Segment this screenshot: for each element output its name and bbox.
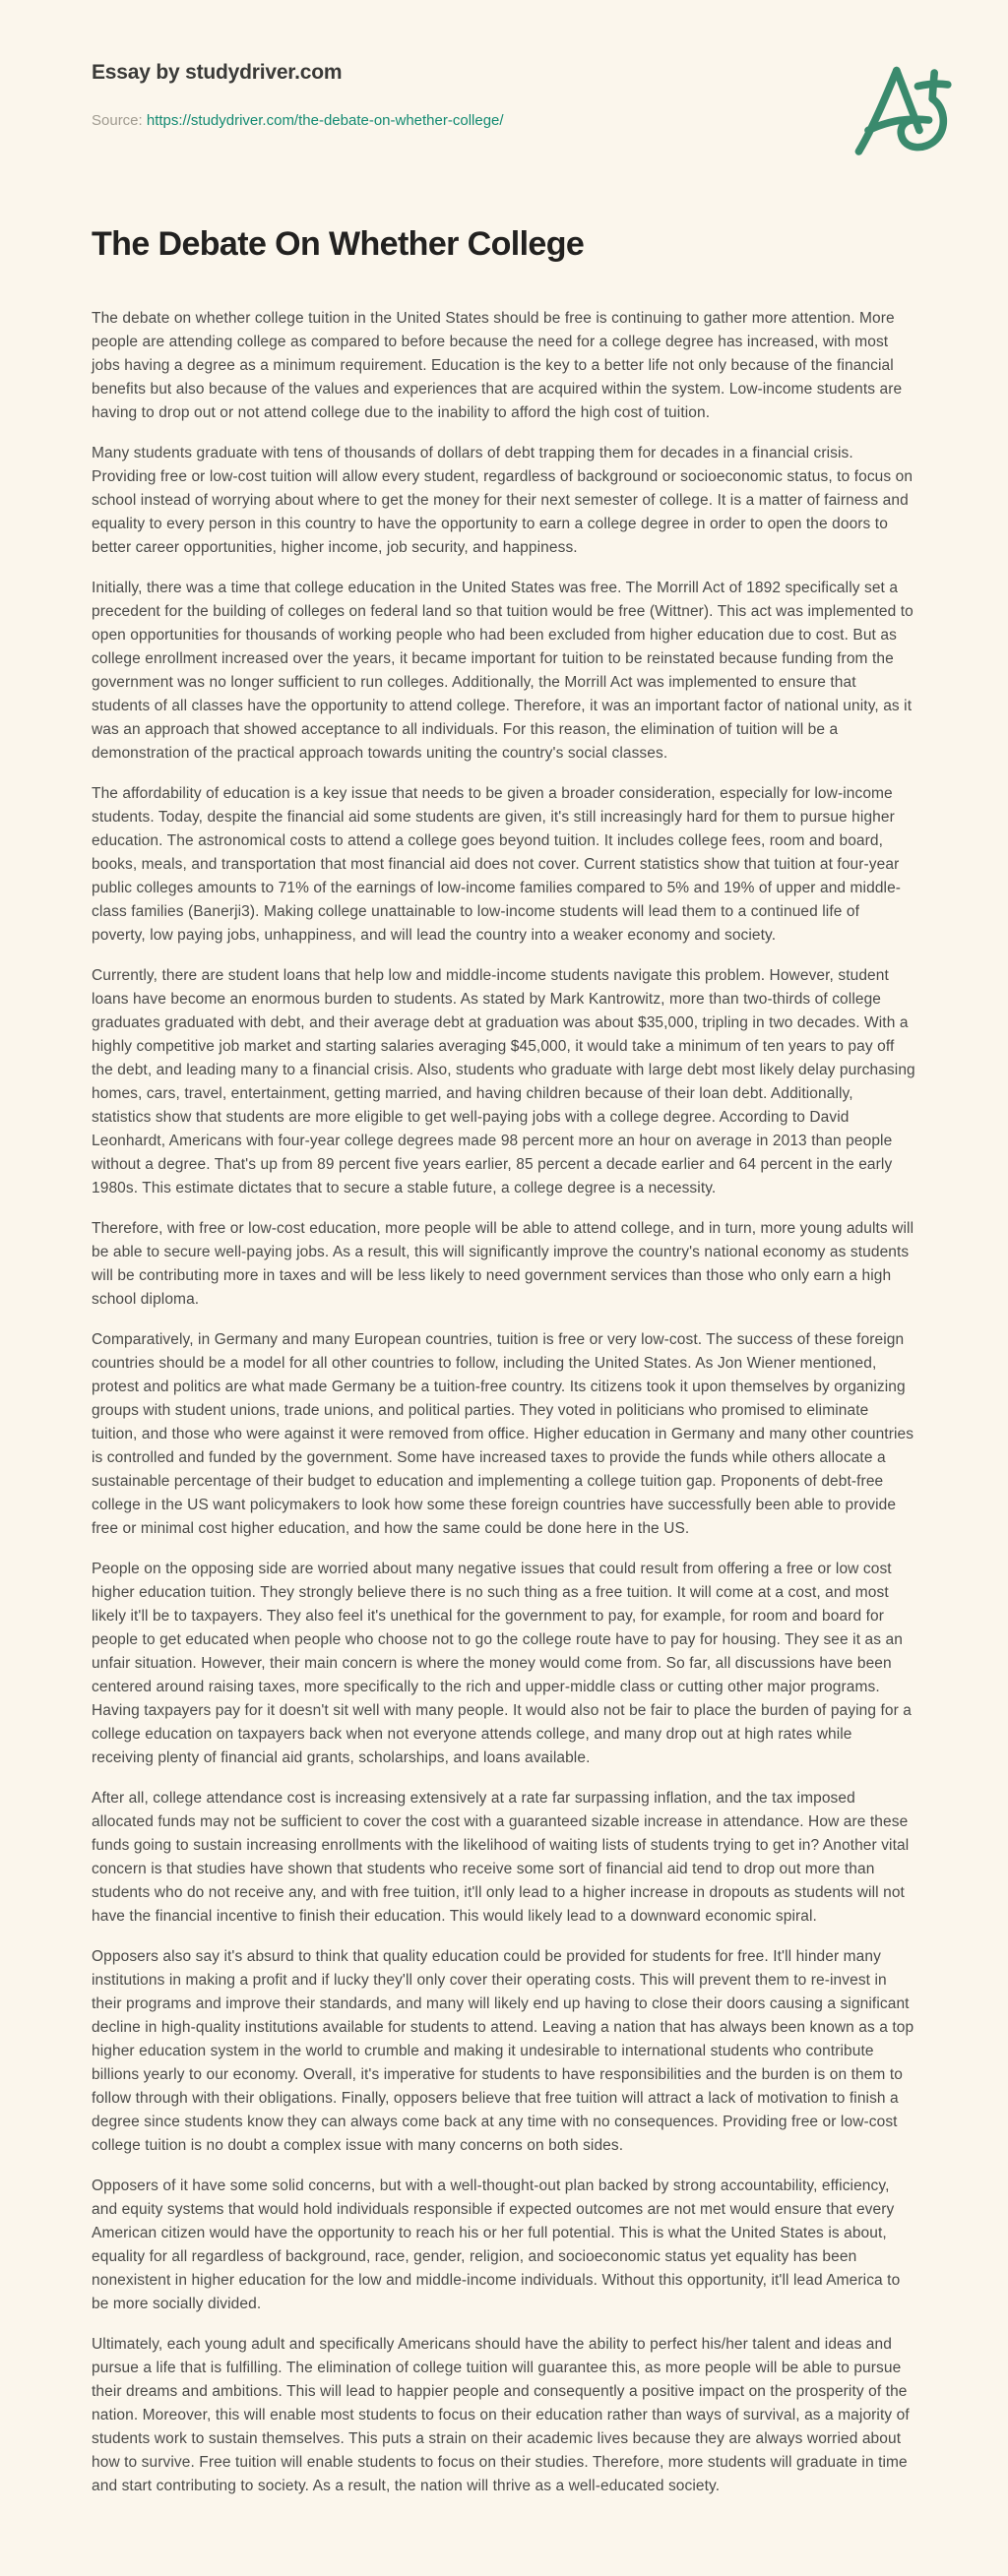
source-row: [92, 112, 916, 129]
a-plus-icon: [850, 57, 957, 167]
essay-paragraph: Opposers of it have some solid concerns, but with a well-thought-out plan backed by strong accountability, efficiency, and equity systems that would hold individuals responsible if expected outcomes are not met would ensure that every American citizen would have the opportunity to reach his or her full potential. This is what the United States is about, equality for all regardless of background, race, gender, religion, and socioeconomic status yet equality has been nonexistent in higher education for the low and middle-income individuals. Without this opportunity, it'll lead America to be more socially divided.: [92, 2177, 901, 2312]
source-link[interactable]: https://studydriver.com/the-debate-on-whether-college/: [146, 112, 504, 129]
essay-paragraph: Therefore, with free or low-cost education, more people will be able to attend college, and in turn, more young adults will be able to secure well-paying jobs. As a result, this will significantly improve the country's national economy as students will be contributing more in taxes and will be less likely to need government services than those who only earn a high school diploma.: [92, 1220, 914, 1308]
essay-paragraph: Opposers also say it's absurd to think that quality education could be provided for students for free. It'll hinder many institutions in making a profit and if lucky they'll only cover their operating costs. This will prevent them to re-invest in their programs and improve their standards, and many will likely end up having to close their doors causing a significant decline in high-quality institutions available for students to attend. Leaving a nation that has always been known as a top higher education system in the world to crumble and making it undesirable to international students who contribute billions yearly to our economy. Overall, it's imperative for students to have responsibilities and the burden is on them to follow through with their obligations. Finally, opposers believe that free tuition will attract a lack of motivation to finish a degree since students know they can always come back at any time with no consequences. Providing free or low-cost college tuition is no doubt a complex issue with many concerns on both sides.: [92, 1948, 914, 2154]
essay-paragraph: Initially, there was a time that college education in the United States was free. The Morrill Act of 1892 specifically set a precedent for the building of colleges on federal land so that tuition would be free (Wittner). This act was implemented to open opportunities for thousands of working people who had been excluded from higher education due to cost. But as college enrollment increased over the years, it became important for tuition to be reinstated because funding from the government was no longer sufficient to run colleges. Additionally, the Morrill Act was implemented to ensure that students of all classes have the opportunity to attend college. Therefore, it was an important factor of national unity, as it was an approach that showed acceptance to all individuals. For this reason, the elimination of tuition will be a demonstration of the practical approach towards uniting the country's social classes.: [92, 580, 914, 762]
studydriver-a-plus-logo: [850, 57, 957, 167]
source-label: Source:: [92, 112, 143, 129]
essay-paragraph: Many students graduate with tens of thousands of dollars of debt trapping them for decades in a financial crisis. Providing free or low-cost tuition will allow every student, regardless of background or socioeconomic status, to focus on school instead of worrying about where to get the money for their next semester of college. It is a matter of fairness and equality to every person in this country to have the opportunity to earn a college degree in order to open the doors to better career opportunities, higher income, job security, and happiness.: [92, 445, 914, 556]
essay-paragraph: Currently, there are student loans that help low and middle-income students navigate this problem. However, student loans have become an enormous burden to students. As stated by Mark Kantrowitz, more than two-thirds of college graduates graduated with debt, and their average debt at graduation was about $35,000, tripling in two decades. With a highly competitive job market and starting salaries averaging $45,000, it would take a minimum of ten years to pay off the debt, and leading many to a financial crisis. Also, students who graduate with large debt most likely delay purchasing homes, cars, travel, entertainment, getting married, and having children because of their loan debt. Additionally, statistics show that students are more eligible to get well-paying jobs with a college degree. According to David Leonhardt, Americans with four-year college degrees made 98 percent more an hour on average in 2013 than people without a degree. That's up from 89 percent five years earlier, 85 percent a decade earlier and 64 percent in the early 1980s. This estimate dictates that to secure a stable future, a college degree is a necessity.: [92, 967, 915, 1196]
essay-byline: Essay by studydriver.com: [92, 61, 343, 84]
essay-paragraph: Ultimately, each young adult and specifically Americans should have the ability to perfect his/her talent and ideas and pursue a life that is fulfilling. The elimination of college tuition will guarantee this, as more people will be able to pursue their dreams and ambitions. This will lead to happier people and consequently a positive impact on the prosperity of the nation. Moreover, this will enable most students to focus on their education rather than ways of survival, as a majority of students work to sustain themselves. This puts a strain on their academic lives because they are always worried about how to survive. Free tuition will enable students to focus on their studies. Therefore, more students will graduate in time and start contributing to society. As a result, the nation will thrive as a well-educated society.: [92, 2336, 910, 2494]
essay-paragraph: The affordability of education is a key issue that needs to be given a broader consideration, especially for low-income students. Today, despite the financial aid some students are given, it's still increasingly hard for them to pursue higher education. The astronomical costs to attend a college goes beyond tuition. It includes college fees, room and board, books, meals, and transportation that most financial aid does not cover. Current statistics show that tuition at four-year public colleges amounts to 71% of the earnings of low-income families compared to 5% and 19% of upper and middle-class families (Banerji3). Making college unattainable to low-income students will lead them to a continued life of poverty, low paying jobs, unhappiness, and will lead the country into a weaker economy and society.: [92, 785, 902, 944]
essay-paragraph: Comparatively, in Germany and many European countries, tuition is free or very low-cost. The success of these foreign countries should be a model for all other countries to follow, including the United States. As Jon Wiener mentioned, protest and politics are what made Germany be a tuition-free country. Its citizens took it upon themselves by organizing groups with student unions, trade unions, and political parties. They voted in politicians who promised to eliminate tuition, and those who were against it were removed from office. Higher education in Germany and many other countries is controlled and funded by the government. Some have increased taxes to provide the funds while others allocate a sustainable percentage of their budget to education and implementing a college tuition gap. Proponents of debt-free college in the US want policymakers to look how some these foreign countries have successfully been able to provide free or minimal cost higher education, and how the same could be done here in the US.: [92, 1331, 914, 1537]
essay-paragraph: After all, college attendance cost is increasing extensively at a rate far surpassing inflation, and the tax imposed allocated funds may not be sufficient to cover the cost with a guaranteed sizable increase in attendance. How are these funds going to sustain increasing enrollments with the likelihood of waiting lists of students trying to get in? Another vital concern is that studies have shown that students who receive some sort of financial aid tend to drop out more than students who do not receive any, and with free tuition, it'll only lead to a higher increase in dropouts as students will not have the financial incentive to finish their education. This would likely lead to a downward economic spiral.: [92, 1790, 910, 1925]
essay-paragraph: The debate on whether college tuition in the United States should be free is continuing to gather more attention. More people are attending college as compared to before because the need for a college degree has increased, with most jobs having a degree as a minimum requirement. Education is the key to a better life not only because of the financial benefits but also because of the values and experiences that are acquired within the system. Low-income students are having to drop out or not attend college due to the inability to afford the high cost of tuition.: [92, 310, 903, 421]
essay-body: [92, 307, 916, 2545]
page-title: The Debate On Whether College: [92, 225, 585, 263]
document-content: [92, 61, 916, 2545]
essay-paragraph: People on the opposing side are worried about many negative issues that could result from offering a free or low cost higher education tuition. They strongly believe there is no such thing as a free tuition. It will come at a cost, and most likely it'll be to taxpayers. They also feel it's unethical for the government to pay, for example, for room and board for people to get educated when people who choose not to go the college route have to pay for housing. They see it as an unfair situation. However, their main concern is where the money would come from. So far, all discussions have been centered around raising taxes, more specifically to the rich and upper-middle class or cutting other major programs. Having taxpayers pay for it doesn't sit well with many people. It would also not be fair to place the burden of paying for a college education on taxpayers back when not everyone attends college, and many drop out at high rates while receiving plenty of financial aid grants, scholarships, and loans available.: [92, 1561, 913, 1766]
